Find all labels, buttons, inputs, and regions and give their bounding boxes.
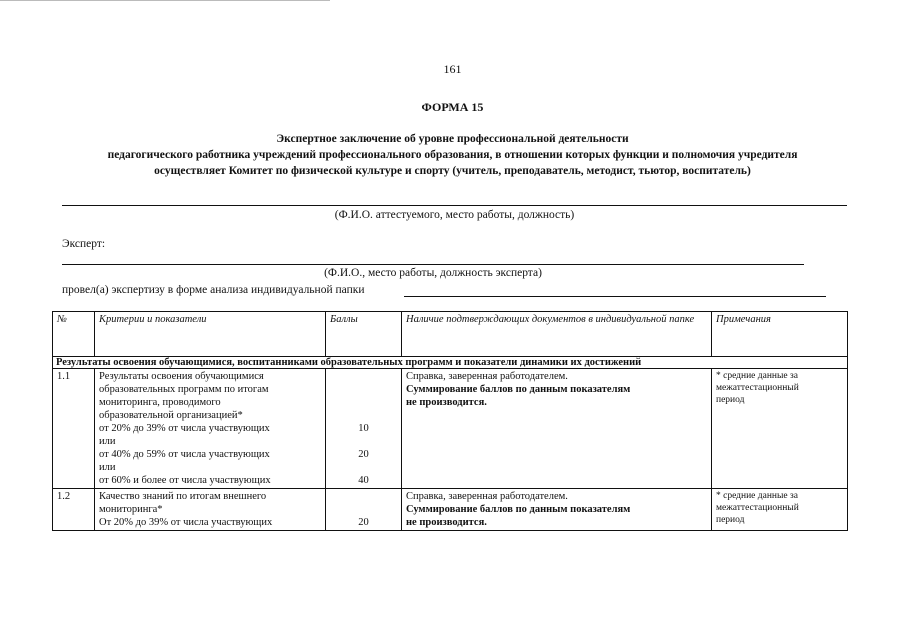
points-line [330,461,397,474]
heading-line: осуществляет Комитет по физической культуре и спорту (учитель, преподаватель, методист, тьютор, воспитатель) [154,165,751,177]
points-line [330,435,397,448]
note-line: межаттестационный [716,383,799,393]
points-line [330,396,397,409]
row-criteria [95,369,326,489]
header-criteria: Критерии и показатели [95,312,326,357]
note-line: * средние данные за [716,491,798,501]
criteria-line: От 20% до 39% от числа участвующих [99,517,273,528]
table-row [53,489,848,531]
criteria-line: от 20% до 39% от числа участвующих [99,423,270,434]
criteria-line: образовательных программ по итогам [99,384,269,395]
expert-caption: (Ф.И.О., место работы, должность эксперта) [324,267,542,279]
points-line [330,503,397,516]
criteria-line: мониторинга, проводимого [99,397,221,408]
doc-bold-line: не производится. [406,517,487,528]
row-note [712,489,848,531]
criteria-table [52,311,848,531]
points-value: 10 [358,423,369,434]
row-points [326,489,402,531]
document-heading [40,131,865,179]
conducted-label: провел(а) экспертизу в форме анализа индивидуальной папки [62,284,365,296]
form-title: ФОРМА 15 [421,100,484,114]
note-line: период [716,395,745,405]
row-num: 1.1 [53,369,95,489]
doc-bold-line: не производится. [406,397,487,408]
points-line [330,490,397,503]
points-line [330,383,397,396]
criteria-line: от 40% до 59% от числа участвующих [99,449,270,460]
header-points: Баллы [326,312,402,357]
row-docs [402,369,712,489]
folder-fill-line [404,296,826,297]
note-line: период [716,515,745,525]
row-num: 1.2 [53,489,95,531]
doc-line: Справка, заверенная работодателем. [406,491,568,502]
heading-line: Экспертное заключение об уровне профессиональной деятельности [276,133,629,145]
row-points [326,369,402,489]
section-title: Результаты освоения обучающимися, воспитанниками образовательных программ и показатели динамики их достижений [53,357,848,369]
criteria-line: или [99,436,116,447]
heading-line: педагогического работника учреждений профессионального образования, в отношении которых функции и полномочия учредителя [107,149,798,161]
doc-bold-line: Суммирование баллов по данным показателям [406,384,631,395]
criteria-line: от 60% и более от числа участвующих [99,475,271,486]
doc-bold-line: Суммирование баллов по данным показателям [406,504,631,515]
expert-fill-line [62,264,804,265]
header-notes: Примечания [712,312,848,357]
points-value: 20 [358,449,369,460]
doc-line: Справка, заверенная работодателем. [406,371,568,382]
note-line: * средние данные за [716,371,798,381]
header-num: № [53,312,95,357]
row-criteria [95,489,326,531]
header-docs: Наличие подтверждающих документов в индивидуальной папке [402,312,712,357]
criteria-line: Качество знаний по итогам внешнего [99,491,267,502]
page-number: 161 [443,62,462,76]
row-note [712,369,848,489]
points-value: 20 [358,517,369,528]
criteria-line: или [99,462,116,473]
attestee-fill-line [62,205,847,206]
table-header-row [53,312,848,357]
criteria-line: мониторинга* [99,504,163,515]
attestee-caption: (Ф.И.О. аттестуемого, место работы, должность) [334,209,575,221]
criteria-line: образовательной организацией* [99,410,243,421]
row-docs [402,489,712,531]
section-row [53,357,848,369]
points-line [330,370,397,383]
points-value: 40 [358,475,369,486]
note-line: межаттестационный [716,503,799,513]
criteria-line: Результаты освоения обучающимися [99,371,264,382]
scan-edge-line [0,0,330,1]
expert-label: Эксперт: [62,238,106,250]
table-row [53,369,848,489]
points-line [330,409,397,422]
